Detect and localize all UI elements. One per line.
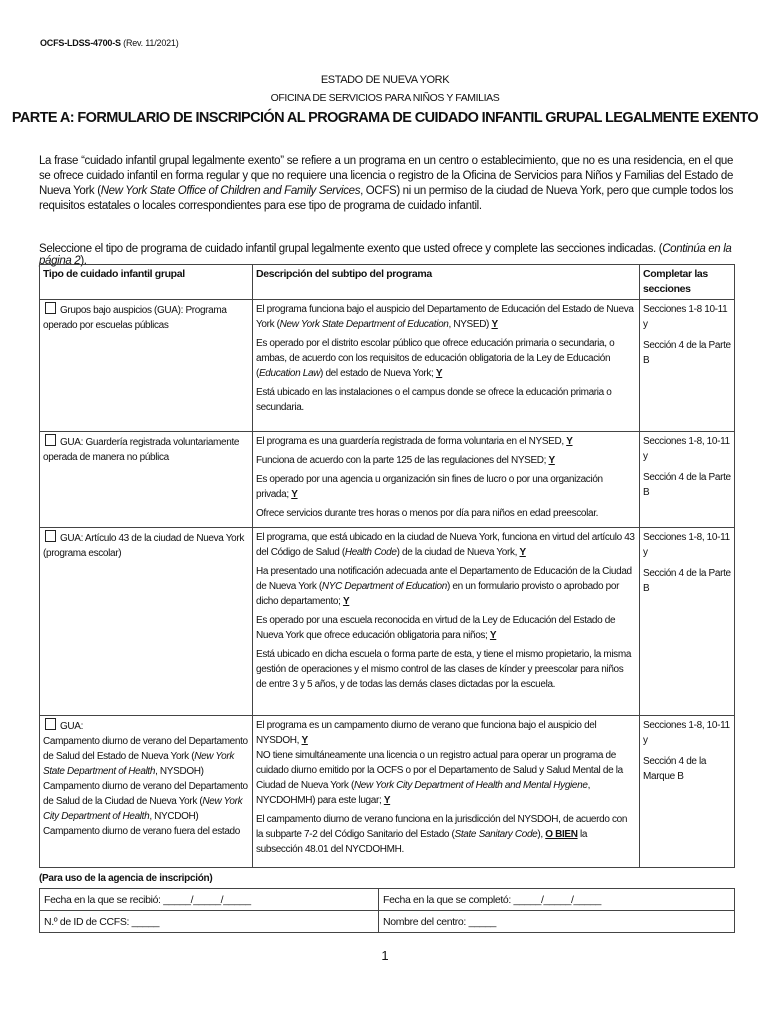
- intro-text-2: , OCFS) ni un permiso de la ciudad de Nueva York, pero que cumple todos los requisitos estatales o locales correspondientes para ese tipo de programa de cuidado infantil.: [39, 185, 733, 212]
- desc-connector: Y: [342, 596, 350, 607]
- date-received-blank: _____/_____/_____: [163, 893, 251, 906]
- intro-paragraph: [39, 154, 733, 214]
- description-item: [256, 453, 636, 468]
- agency-use-table: [39, 888, 735, 933]
- desc-italic: State Sanitary Code: [454, 829, 538, 840]
- desc-text: ),: [537, 829, 546, 840]
- center-name-blank: _____: [468, 915, 497, 928]
- description-item: [256, 530, 636, 560]
- program-type-label: GUA:: [60, 721, 84, 732]
- description-item: [256, 336, 636, 381]
- checkbox-gua-registered-nursery[interactable]: [45, 434, 56, 446]
- desc-connector: Y: [435, 368, 443, 379]
- form-revision: (Rev. 11/2021): [123, 38, 179, 48]
- program-type-cell: [40, 432, 253, 528]
- center-name-label: Nombre del centro:: [383, 915, 466, 928]
- description-item: [256, 472, 636, 502]
- desc-text: ) del estado de Nueva York;: [320, 368, 436, 379]
- desc-connector: Y: [548, 455, 555, 466]
- office-header: OFICINA DE SERVICIOS PARA NIÑOS Y FAMILIAS: [270, 92, 500, 104]
- ccfs-id-blank: _____: [131, 915, 160, 928]
- desc-connector: Y: [291, 489, 298, 500]
- state-header: ESTADO DE NUEVA YORK: [320, 74, 450, 86]
- desc-text: El programa, que está ubicado en la ciudad de Nueva York, funciona en virtud del artículo 43 del Código de Salud (: [256, 532, 635, 558]
- sections-cell: [640, 716, 735, 868]
- description-item: [256, 613, 636, 643]
- sections-text: Sección 4 de la Parte B: [643, 568, 731, 594]
- desc-text: ) en un formulario provisto o aprobado por dicho departamento;: [256, 581, 620, 607]
- desc-text: Es operado por el distrito escolar público que ofrece educación primaria o secundaria, o ambas, de acuerdo con los requisitos de educación obligatoria de la Ley de Educación (: [256, 338, 615, 379]
- subtype-text: Campamento diurno de verano del Departamento de Salud de la Ciudad de Nueva York (: [43, 781, 248, 807]
- date-received-label: Fecha en la que se recibió:: [44, 893, 161, 906]
- desc-italic: New York City Department of Health and Mental Hygiene: [353, 780, 588, 791]
- desc-italic: New York State Department of Education: [279, 319, 449, 330]
- description-item: [256, 718, 636, 748]
- desc-connector: Y: [301, 735, 308, 746]
- sections-cell: [640, 432, 735, 528]
- sections-text: Secciones 1-8 10-11 y: [643, 304, 728, 330]
- date-completed-blank: _____/_____/_____: [513, 893, 602, 906]
- page-title: PARTE A: FORMULARIO DE INSCRIPCIÓN AL PROGRAMA DE CUIDADO INFANTIL GRUPAL LEGALMENTE EXENTO: [11, 110, 759, 126]
- column-header-sections: Completar las secciones: [640, 265, 735, 300]
- form-code: [40, 38, 179, 48]
- program-type-cell: [40, 300, 253, 432]
- form-code-id: OCFS-LDSS-4700-S: [40, 38, 121, 48]
- intro-text-italic: New York State Office of Children and Family Services: [100, 185, 361, 197]
- subtype-italic: New York City Department of Health: [43, 796, 243, 822]
- description-item: [256, 506, 636, 521]
- subtype-italic: New York State Department of Health: [43, 751, 235, 777]
- sections-cell: [640, 528, 735, 716]
- desc-connector: Y: [489, 630, 497, 641]
- agency-row: [40, 911, 735, 933]
- select-text-2: ).: [80, 255, 87, 267]
- sections-text: Secciones 1-8, 10-11 y: [643, 720, 730, 746]
- desc-connector: Y: [566, 436, 573, 447]
- program-subtype-item: [43, 734, 249, 779]
- program-description-cell: [253, 528, 640, 716]
- ccfs-id-field[interactable]: [40, 911, 379, 933]
- desc-italic: NYC Department of Education: [321, 581, 447, 592]
- program-type-label: GUA: Artículo 43 de la ciudad de Nueva York (programa escolar): [43, 533, 244, 559]
- date-completed-label: Fecha en la que se completó:: [383, 893, 511, 906]
- page-number: 1: [381, 948, 389, 963]
- sections-text: Secciones 1-8, 10-11 y: [643, 532, 730, 558]
- desc-text: , NYCDOHMH) para este lugar;: [256, 780, 590, 806]
- sections-text: Sección 4 de la Marque B: [643, 756, 707, 782]
- table-row: [40, 300, 735, 432]
- date-received-field[interactable]: [40, 889, 379, 911]
- program-type-cell: [40, 528, 253, 716]
- desc-connector: O BIEN: [545, 829, 578, 840]
- subtype-text: , NYSDOH): [155, 766, 204, 777]
- description-item: [256, 434, 636, 449]
- table-row: [40, 716, 735, 868]
- table-header-row: [40, 265, 735, 300]
- desc-text: Está ubicado en dicha escuela o forma parte de esta, y tiene el mismo propietario, la misma gestión de operaciones y el mismo control de las clases de kínder y preescolar para niños de entre 3 y 5 años, y de todas las demás clases dictadas por la escuela.: [256, 649, 632, 690]
- agency-use-label: (Para uso de la agencia de inscripción): [39, 873, 213, 884]
- desc-connector: Y: [519, 547, 526, 558]
- program-subtype-item: [43, 779, 249, 824]
- desc-text: NO tiene simultáneamente una licencia o un registro actual para operar un programa de cuidado diurno emitido por la OCFS o por el Departamento de Salud y Salud Mental de la Ciudad de Nueva York (: [256, 750, 623, 791]
- description-item: [256, 748, 636, 808]
- sections-text: Sección 4 de la Parte B: [643, 472, 731, 498]
- date-completed-field[interactable]: [379, 889, 735, 911]
- program-subtype-item: [43, 824, 249, 839]
- subtype-text: Campamento diurno de verano fuera del estado: [43, 826, 240, 837]
- checkbox-gua-summer-day-camp[interactable]: [45, 718, 56, 730]
- select-text-italic: Continúa en la página 2: [39, 243, 732, 267]
- select-text-1: Seleccione el tipo de programa de cuidado infantil grupal legalmente exento que usted ofrece y complete las secciones indicadas. (: [39, 243, 663, 255]
- desc-italic: Education Law: [258, 368, 321, 379]
- description-item: [256, 647, 636, 692]
- description-item: [256, 302, 636, 332]
- column-header-type: Tipo de cuidado infantil grupal: [40, 265, 253, 300]
- description-item: [256, 564, 636, 609]
- program-description-cell: [253, 716, 640, 868]
- program-type-table: [39, 264, 735, 868]
- desc-text: Está ubicado en las instalaciones o el campus donde se ofrece la educación primaria o secundaria.: [256, 387, 612, 413]
- column-header-description: Descripción del subtipo del programa: [253, 265, 640, 300]
- desc-text: El programa es un campamento diurno de verano que funciona bajo el auspicio del NYSDOH,: [256, 720, 597, 746]
- desc-text: la subsección 48.01 del NYCDOHMH.: [256, 829, 588, 855]
- program-type-label: GUA: Guardería registrada voluntariamente operada de manera no pública: [43, 437, 240, 463]
- description-item: [256, 812, 636, 857]
- program-description-cell: [253, 300, 640, 432]
- subtype-text: Campamento diurno de verano del Departamento de Salud del Estado de Nueva York (: [43, 736, 248, 762]
- desc-text: Ofrece servicios durante tres horas o menos por día para niños en edad preescolar.: [256, 508, 599, 519]
- desc-connector: Y: [383, 795, 391, 806]
- agency-row: [40, 889, 735, 911]
- desc-italic: Health Code: [344, 547, 397, 558]
- program-description-cell: [253, 432, 640, 528]
- checkbox-gua-article-43[interactable]: [45, 530, 56, 542]
- desc-text: El programa es una guardería registrada de forma voluntaria en el NYSED,: [256, 436, 567, 447]
- desc-text: ) de la ciudad de Nueva York,: [396, 547, 520, 558]
- subtype-text: , NYCDOH): [149, 811, 199, 822]
- desc-text: El campamento diurno de verano funciona en la jurisdicción del NYSDOH, de acuerdo con la subparte 7-2 del Código Sanitario del Estado (: [256, 814, 628, 840]
- desc-text: , NYSED): [448, 319, 492, 330]
- desc-text: Es operado por una agencia u organización sin fines de lucro o por una organización privada;: [256, 474, 603, 500]
- sections-text: Sección 4 de la Parte B: [643, 340, 731, 366]
- table-row: [40, 528, 735, 716]
- desc-text: Ha presentado una notificación adecuada ante el Departamento de Educación de la Ciudad de Nueva York (: [256, 566, 632, 592]
- desc-text: Funciona de acuerdo con la parte 125 de las regulaciones del NYSED;: [256, 455, 549, 466]
- ccfs-id-label: N.º de ID de CCFS:: [44, 915, 130, 928]
- sections-text: Secciones 1-8, 10-11 y: [643, 436, 730, 462]
- desc-text: Es operado por una escuela reconocida en virtud de la Ley de Educación del Estado de Nueva York que ofrece educación obligatoria para niños;: [256, 615, 616, 641]
- description-item: [256, 385, 636, 415]
- center-name-field[interactable]: [379, 911, 735, 933]
- desc-connector: Y: [491, 319, 498, 330]
- intro-text-1: La frase “cuidado infantil grupal legalmente exento” se refiere a un programa en un centro o establecimiento, que no es una residencia, en el que se ofrece cuidado infantil en forma regular y que no requiere una licencia o registro de la Oficina de Servicios para Niños y Familias del Estado de Nueva York (: [39, 155, 733, 197]
- desc-text: El programa funciona bajo el auspicio del Departamento de Educación del Estado de Nueva York (: [256, 304, 634, 330]
- table-row: [40, 432, 735, 528]
- program-type-cell: [40, 716, 253, 868]
- program-type-label: Grupos bajo auspicios (GUA): Programa operado por escuelas públicas: [43, 305, 227, 331]
- sections-cell: [640, 300, 735, 432]
- checkbox-gua-public-school[interactable]: [45, 302, 56, 314]
